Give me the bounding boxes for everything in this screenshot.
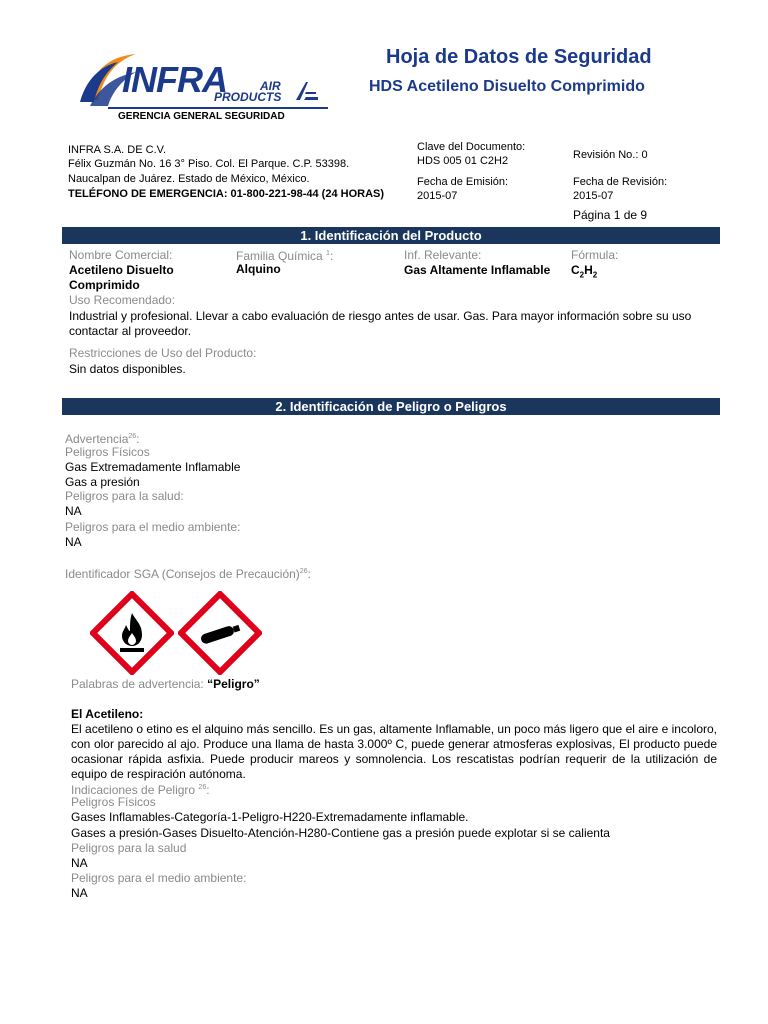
peligros-ambiente-label: Peligros para el medio ambiente: bbox=[65, 520, 241, 534]
peligro-fisico-2: Gas a presión bbox=[65, 475, 140, 489]
section-1-header: 1. Identificación del Producto bbox=[62, 227, 720, 244]
emision-label: Fecha de Emisión: bbox=[417, 176, 509, 188]
indicaciones-ref: 26 bbox=[198, 784, 207, 791]
familia-quimica-ref: 1 bbox=[326, 250, 330, 257]
gas-cylinder-pictogram-icon bbox=[178, 591, 262, 675]
inf-relevante-value: Gas Altamente Inflamable bbox=[404, 263, 551, 277]
familia-quimica-value: Alquino bbox=[236, 262, 281, 276]
peligros-salud-value: NA bbox=[65, 504, 82, 518]
peligros-salud-value-2: NA bbox=[71, 856, 88, 870]
formula-value bbox=[571, 263, 597, 282]
indicaciones-text: Indicaciones de Peligro bbox=[71, 783, 196, 797]
familia-quimica-text: Familia Química bbox=[236, 249, 323, 263]
clave-value: HDS 005 01 C2H2 bbox=[417, 155, 509, 167]
flame-pictogram-icon bbox=[90, 591, 174, 675]
formula-label: Fórmula: bbox=[571, 248, 619, 262]
sga-colon: : bbox=[307, 567, 311, 581]
sga-ref: 26 bbox=[299, 568, 308, 575]
logo-underline bbox=[108, 107, 328, 109]
uso-recomendado-label: Uso Recomendado: bbox=[69, 293, 176, 307]
revision-number: Revisión No.: 0 bbox=[573, 149, 648, 161]
peligros-ambiente-value-2: NA bbox=[71, 886, 88, 900]
sga-text: Identificador SGA (Consejos de Precaución) bbox=[65, 567, 300, 581]
palabras-advertencia-value: “Peligro” bbox=[207, 677, 260, 691]
restricciones-value: Sin datos disponibles. bbox=[69, 362, 186, 376]
formula-sub-h: 2 bbox=[592, 270, 598, 280]
peligros-salud-label: Peligros para la salud: bbox=[65, 489, 184, 503]
peligros-fisicos-label: Peligros Físicos bbox=[65, 445, 150, 459]
palabras-advertencia-text: Palabras de advertencia: bbox=[71, 677, 204, 691]
logo-products-text: PRODUCTS bbox=[214, 90, 282, 104]
h280-statement: Gases a presión-Gases Disuelto-Atención-H280-Contiene gas a presión puede explotar si se calienta bbox=[71, 826, 610, 840]
peligros-fisicos-label-2: Peligros Físicos bbox=[71, 795, 156, 809]
nombre-comercial-value-2: Comprimido bbox=[69, 278, 140, 292]
advertencia-colon: : bbox=[136, 432, 140, 446]
nombre-comercial-label: Nombre Comercial: bbox=[69, 248, 173, 262]
emergency-phone: TELÉFONO DE EMERGENCIA: 01-800-221-98-44 (24 HORAS) bbox=[68, 188, 385, 200]
advertencia-ref: 26 bbox=[128, 433, 137, 440]
inf-relevante-label: Inf. Relevante: bbox=[404, 248, 482, 262]
restricciones-label: Restricciones de Uso del Producto: bbox=[69, 346, 257, 360]
air-products-logo-icon bbox=[294, 78, 320, 104]
logo-infra-text: INFRA bbox=[122, 59, 227, 100]
sga-label bbox=[65, 564, 311, 582]
peligros-ambiente-value: NA bbox=[65, 535, 82, 549]
company-address-2: Naucalpan de Juárez. Estado de México, México. bbox=[68, 173, 310, 185]
palabras-advertencia-label bbox=[71, 677, 260, 692]
company-name: INFRA S.A. DE C.V. bbox=[68, 144, 167, 156]
revision-date-label: Fecha de Revisión: bbox=[573, 176, 668, 188]
nombre-comercial-value-1: Acetileno Disuelto bbox=[69, 263, 174, 277]
page-subtitle: HDS Acetileno Disuelto Comprimido bbox=[369, 78, 645, 95]
acetileno-title: El Acetileno: bbox=[71, 707, 144, 721]
familia-quimica-colon: : bbox=[329, 249, 334, 263]
emision-value: 2015-07 bbox=[417, 190, 458, 202]
formula-sub-c: 2 bbox=[579, 270, 585, 280]
peligros-salud-label-2: Peligros para la salud bbox=[71, 841, 187, 855]
h220-statement: Gases Inflamables-Categoría-1-Peligro-H220-Extremadamente inflamable. bbox=[71, 810, 469, 824]
revision-date-value: 2015-07 bbox=[573, 190, 614, 202]
advertencia-text: Advertencia bbox=[65, 432, 129, 446]
logo-air-text: AIR bbox=[260, 79, 281, 93]
uso-recomendado-value: Industrial y profesional. Llevar a cabo evaluación de riesgo antes de usar. Gas. Para mayor información sobre su uso contactar al proveedor. bbox=[69, 309, 692, 338]
page-number: Página 1 de 9 bbox=[573, 208, 648, 222]
company-logo bbox=[78, 50, 328, 110]
indicaciones-colon: : bbox=[206, 783, 210, 797]
acetileno-description: El acetileno o etino es el alquino más sencillo. Es un gas, altamente Inflamable, un poco más ligero que el aire e incoloro, con olor parecido al ajo. Produce una llama de hasta 3.000º C, puede generar atmosferas explosivas, El producto puede ocasionar rápida asfixia. Puede producir mareos y somnolencia. Los rescatistas podrían requerir de la utilización de equipo de respiración autónoma. bbox=[71, 722, 717, 781]
formula-c: C bbox=[571, 263, 580, 277]
peligros-ambiente-label-2: Peligros para el medio ambiente: bbox=[71, 871, 247, 885]
page-title: Hoja de Datos de Seguridad bbox=[386, 46, 652, 68]
formula-h: H bbox=[584, 263, 593, 277]
clave-label: Clave del Documento: bbox=[417, 141, 526, 153]
section-2-header: 2. Identificación de Peligro o Peligros bbox=[62, 398, 720, 415]
department-label: GERENCIA GENERAL SEGURIDAD bbox=[118, 111, 285, 122]
peligro-fisico-1: Gas Extremadamente Inflamable bbox=[65, 460, 241, 474]
company-address-1: Félix Guzmán No. 16 3° Piso. Col. El Parque. C.P. 53398. bbox=[68, 158, 350, 170]
